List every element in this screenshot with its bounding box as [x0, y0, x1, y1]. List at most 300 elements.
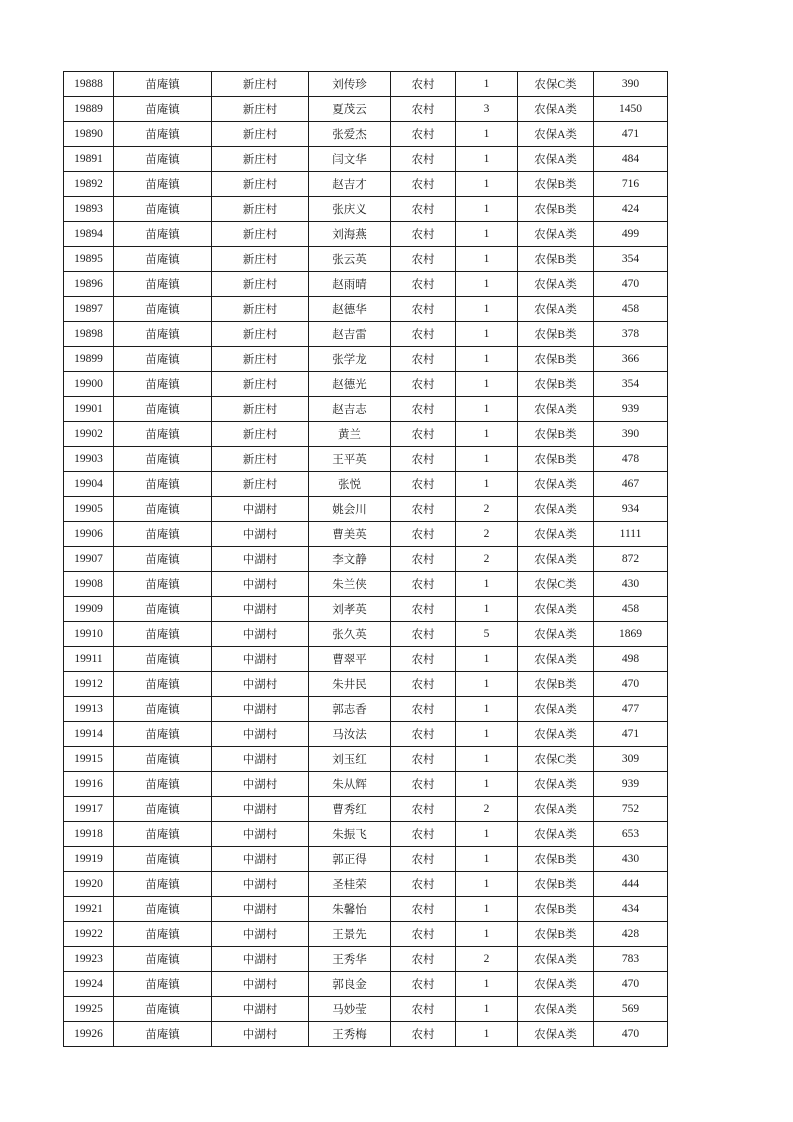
insurance-type-cell: 农保A类	[518, 772, 594, 797]
town-cell: 苗庵镇	[114, 497, 212, 522]
table-row	[64, 247, 668, 272]
amount-cell: 390	[594, 422, 668, 447]
person-count-cell: 2	[456, 547, 518, 572]
record-id-cell: 19907	[64, 547, 114, 572]
amount-cell: 470	[594, 1022, 668, 1047]
record-id-cell: 19903	[64, 447, 114, 472]
insurance-type-cell: 农保B类	[518, 872, 594, 897]
village-cell: 中湖村	[212, 672, 309, 697]
town-cell: 苗庵镇	[114, 147, 212, 172]
village-cell: 中湖村	[212, 997, 309, 1022]
residence-type-cell: 农村	[391, 747, 456, 772]
name-cell: 赵吉志	[309, 397, 391, 422]
village-cell: 中湖村	[212, 722, 309, 747]
insurance-type-cell: 农保B类	[518, 322, 594, 347]
record-id-cell: 19918	[64, 822, 114, 847]
person-count-cell: 1	[456, 697, 518, 722]
insurance-type-cell: 农保A类	[518, 947, 594, 972]
table-row	[64, 297, 668, 322]
amount-cell: 470	[594, 672, 668, 697]
record-id-cell: 19893	[64, 197, 114, 222]
record-id-cell: 19890	[64, 122, 114, 147]
residence-type-cell: 农村	[391, 422, 456, 447]
amount-cell: 716	[594, 172, 668, 197]
name-cell: 刘孝英	[309, 597, 391, 622]
table-row	[64, 397, 668, 422]
table-row	[64, 447, 668, 472]
town-cell: 苗庵镇	[114, 597, 212, 622]
record-id-cell: 19913	[64, 697, 114, 722]
town-cell: 苗庵镇	[114, 897, 212, 922]
person-count-cell: 1	[456, 397, 518, 422]
name-cell: 朱井民	[309, 672, 391, 697]
name-cell: 夏茂云	[309, 97, 391, 122]
name-cell: 赵雨晴	[309, 272, 391, 297]
village-cell: 中湖村	[212, 647, 309, 672]
table-row	[64, 547, 668, 572]
village-cell: 新庄村	[212, 172, 309, 197]
person-count-cell: 1	[456, 722, 518, 747]
amount-cell: 653	[594, 822, 668, 847]
person-count-cell: 1	[456, 322, 518, 347]
residence-type-cell: 农村	[391, 947, 456, 972]
town-cell: 苗庵镇	[114, 347, 212, 372]
residence-type-cell: 农村	[391, 447, 456, 472]
name-cell: 曹美英	[309, 522, 391, 547]
village-cell: 中湖村	[212, 697, 309, 722]
amount-cell: 1450	[594, 97, 668, 122]
name-cell: 李文静	[309, 547, 391, 572]
name-cell: 朱馨怡	[309, 897, 391, 922]
name-cell: 王平英	[309, 447, 391, 472]
name-cell: 赵德华	[309, 297, 391, 322]
insurance-type-cell: 农保A类	[518, 397, 594, 422]
table-row	[64, 772, 668, 797]
insurance-type-cell: 农保C类	[518, 572, 594, 597]
person-count-cell: 2	[456, 522, 518, 547]
town-cell: 苗庵镇	[114, 322, 212, 347]
table-row	[64, 497, 668, 522]
town-cell: 苗庵镇	[114, 122, 212, 147]
village-cell: 中湖村	[212, 572, 309, 597]
name-cell: 王秀华	[309, 947, 391, 972]
residence-type-cell: 农村	[391, 822, 456, 847]
residence-type-cell: 农村	[391, 197, 456, 222]
person-count-cell: 1	[456, 297, 518, 322]
amount-cell: 934	[594, 497, 668, 522]
village-cell: 新庄村	[212, 397, 309, 422]
amount-cell: 471	[594, 122, 668, 147]
insurance-type-cell: 农保B类	[518, 197, 594, 222]
person-count-cell: 3	[456, 97, 518, 122]
residence-type-cell: 农村	[391, 397, 456, 422]
amount-cell: 498	[594, 647, 668, 672]
amount-cell: 471	[594, 722, 668, 747]
table-row	[64, 347, 668, 372]
record-id-cell: 19888	[64, 72, 114, 97]
record-id-cell: 19923	[64, 947, 114, 972]
town-cell: 苗庵镇	[114, 822, 212, 847]
person-count-cell: 1	[456, 1022, 518, 1047]
amount-cell: 458	[594, 297, 668, 322]
name-cell: 王秀梅	[309, 1022, 391, 1047]
person-count-cell: 1	[456, 847, 518, 872]
town-cell: 苗庵镇	[114, 572, 212, 597]
amount-cell: 939	[594, 397, 668, 422]
insurance-type-cell: 农保A类	[518, 972, 594, 997]
village-cell: 新庄村	[212, 72, 309, 97]
record-id-cell: 19910	[64, 622, 114, 647]
insurance-type-cell: 农保A类	[518, 722, 594, 747]
table-row	[64, 622, 668, 647]
insurance-type-cell: 农保C类	[518, 747, 594, 772]
insurance-type-cell: 农保A类	[518, 472, 594, 497]
name-cell: 张久英	[309, 622, 391, 647]
residence-type-cell: 农村	[391, 897, 456, 922]
person-count-cell: 1	[456, 147, 518, 172]
village-cell: 中湖村	[212, 522, 309, 547]
table-row	[64, 947, 668, 972]
residence-type-cell: 农村	[391, 572, 456, 597]
village-cell: 新庄村	[212, 372, 309, 397]
name-cell: 朱兰侠	[309, 572, 391, 597]
town-cell: 苗庵镇	[114, 422, 212, 447]
town-cell: 苗庵镇	[114, 772, 212, 797]
residence-type-cell: 农村	[391, 647, 456, 672]
table-row	[64, 272, 668, 297]
record-id-cell: 19922	[64, 922, 114, 947]
residence-type-cell: 农村	[391, 97, 456, 122]
person-count-cell: 1	[456, 747, 518, 772]
town-cell: 苗庵镇	[114, 622, 212, 647]
insurance-type-cell: 农保A类	[518, 622, 594, 647]
village-cell: 中湖村	[212, 497, 309, 522]
town-cell: 苗庵镇	[114, 72, 212, 97]
table-row	[64, 472, 668, 497]
amount-cell: 470	[594, 972, 668, 997]
town-cell: 苗庵镇	[114, 647, 212, 672]
town-cell: 苗庵镇	[114, 197, 212, 222]
amount-cell: 872	[594, 547, 668, 572]
town-cell: 苗庵镇	[114, 947, 212, 972]
person-count-cell: 2	[456, 797, 518, 822]
record-id-cell: 19894	[64, 222, 114, 247]
amount-cell: 484	[594, 147, 668, 172]
residence-type-cell: 农村	[391, 697, 456, 722]
amount-cell: 1869	[594, 622, 668, 647]
table-row	[64, 372, 668, 397]
record-id-cell: 19891	[64, 147, 114, 172]
table-row	[64, 72, 668, 97]
village-cell: 新庄村	[212, 297, 309, 322]
name-cell: 赵德光	[309, 372, 391, 397]
insurance-type-cell: 农保B类	[518, 347, 594, 372]
amount-cell: 430	[594, 847, 668, 872]
name-cell: 郭良金	[309, 972, 391, 997]
table-row	[64, 722, 668, 747]
insurance-type-cell: 农保B类	[518, 172, 594, 197]
residence-type-cell: 农村	[391, 272, 456, 297]
table-row	[64, 747, 668, 772]
person-count-cell: 2	[456, 497, 518, 522]
town-cell: 苗庵镇	[114, 997, 212, 1022]
town-cell: 苗庵镇	[114, 222, 212, 247]
village-cell: 新庄村	[212, 322, 309, 347]
village-cell: 新庄村	[212, 122, 309, 147]
residence-type-cell: 农村	[391, 872, 456, 897]
town-cell: 苗庵镇	[114, 697, 212, 722]
name-cell: 朱从辉	[309, 772, 391, 797]
record-id-cell: 19889	[64, 97, 114, 122]
residence-type-cell: 农村	[391, 672, 456, 697]
insurance-type-cell: 农保A类	[518, 122, 594, 147]
insurance-type-cell: 农保A类	[518, 547, 594, 572]
residence-type-cell: 农村	[391, 772, 456, 797]
residence-type-cell: 农村	[391, 797, 456, 822]
name-cell: 圣桂荣	[309, 872, 391, 897]
table-row	[64, 197, 668, 222]
person-count-cell: 1	[456, 272, 518, 297]
person-count-cell: 1	[456, 972, 518, 997]
table-row	[64, 122, 668, 147]
residence-type-cell: 农村	[391, 847, 456, 872]
record-id-cell: 19921	[64, 897, 114, 922]
record-id-cell: 19916	[64, 772, 114, 797]
name-cell: 黄兰	[309, 422, 391, 447]
person-count-cell: 1	[456, 597, 518, 622]
town-cell: 苗庵镇	[114, 922, 212, 947]
table-row	[64, 847, 668, 872]
table-row	[64, 422, 668, 447]
amount-cell: 470	[594, 272, 668, 297]
record-id-cell: 19924	[64, 972, 114, 997]
residence-type-cell: 农村	[391, 247, 456, 272]
record-id-cell: 19892	[64, 172, 114, 197]
village-cell: 新庄村	[212, 147, 309, 172]
insurance-type-cell: 农保A类	[518, 222, 594, 247]
record-id-cell: 19908	[64, 572, 114, 597]
name-cell: 马汝法	[309, 722, 391, 747]
record-id-cell: 19901	[64, 397, 114, 422]
village-cell: 中湖村	[212, 947, 309, 972]
table-row	[64, 1022, 668, 1047]
insurance-type-cell: 农保A类	[518, 797, 594, 822]
name-cell: 朱振飞	[309, 822, 391, 847]
residence-type-cell: 农村	[391, 297, 456, 322]
village-cell: 中湖村	[212, 872, 309, 897]
name-cell: 郭志香	[309, 697, 391, 722]
person-count-cell: 2	[456, 947, 518, 972]
insurance-type-cell: 农保A类	[518, 497, 594, 522]
amount-cell: 428	[594, 922, 668, 947]
person-count-cell: 1	[456, 672, 518, 697]
record-id-cell: 19898	[64, 322, 114, 347]
name-cell: 曹翠平	[309, 647, 391, 672]
town-cell: 苗庵镇	[114, 297, 212, 322]
record-id-cell: 19906	[64, 522, 114, 547]
name-cell: 张学龙	[309, 347, 391, 372]
record-id-cell: 19917	[64, 797, 114, 822]
record-id-cell: 19896	[64, 272, 114, 297]
town-cell: 苗庵镇	[114, 447, 212, 472]
name-cell: 姚会川	[309, 497, 391, 522]
village-cell: 中湖村	[212, 1022, 309, 1047]
amount-cell: 783	[594, 947, 668, 972]
record-id-cell: 19926	[64, 1022, 114, 1047]
residence-type-cell: 农村	[391, 1022, 456, 1047]
person-count-cell: 1	[456, 472, 518, 497]
table-body	[64, 72, 668, 1047]
name-cell: 张爱杰	[309, 122, 391, 147]
insurance-type-cell: 农保A类	[518, 522, 594, 547]
town-cell: 苗庵镇	[114, 672, 212, 697]
insurance-type-cell: 农保A类	[518, 822, 594, 847]
village-cell: 中湖村	[212, 597, 309, 622]
person-count-cell: 1	[456, 197, 518, 222]
table-row	[64, 647, 668, 672]
person-count-cell: 1	[456, 822, 518, 847]
insurance-type-cell: 农保B类	[518, 672, 594, 697]
insurance-type-cell: 农保A类	[518, 697, 594, 722]
residence-type-cell: 农村	[391, 547, 456, 572]
town-cell: 苗庵镇	[114, 172, 212, 197]
residence-type-cell: 农村	[391, 972, 456, 997]
village-cell: 中湖村	[212, 772, 309, 797]
record-id-cell: 19897	[64, 297, 114, 322]
insurance-type-cell: 农保A类	[518, 997, 594, 1022]
amount-cell: 477	[594, 697, 668, 722]
town-cell: 苗庵镇	[114, 272, 212, 297]
residence-type-cell: 农村	[391, 622, 456, 647]
town-cell: 苗庵镇	[114, 97, 212, 122]
village-cell: 中湖村	[212, 797, 309, 822]
residence-type-cell: 农村	[391, 147, 456, 172]
record-id-cell: 19905	[64, 497, 114, 522]
insurance-type-cell: 农保A类	[518, 1022, 594, 1047]
amount-cell: 378	[594, 322, 668, 347]
residence-type-cell: 农村	[391, 72, 456, 97]
record-id-cell: 19925	[64, 997, 114, 1022]
name-cell: 马妙莹	[309, 997, 391, 1022]
village-cell: 中湖村	[212, 897, 309, 922]
village-cell: 新庄村	[212, 422, 309, 447]
town-cell: 苗庵镇	[114, 797, 212, 822]
town-cell: 苗庵镇	[114, 547, 212, 572]
insurance-type-cell: 农保B类	[518, 372, 594, 397]
table-row	[64, 797, 668, 822]
person-count-cell: 1	[456, 122, 518, 147]
village-cell: 新庄村	[212, 97, 309, 122]
town-cell: 苗庵镇	[114, 397, 212, 422]
person-count-cell: 1	[456, 772, 518, 797]
insurance-type-cell: 农保B类	[518, 922, 594, 947]
record-id-cell: 19911	[64, 647, 114, 672]
amount-cell: 430	[594, 572, 668, 597]
village-cell: 新庄村	[212, 197, 309, 222]
village-cell: 中湖村	[212, 922, 309, 947]
insurance-type-cell: 农保C类	[518, 72, 594, 97]
town-cell: 苗庵镇	[114, 522, 212, 547]
town-cell: 苗庵镇	[114, 872, 212, 897]
person-count-cell: 1	[456, 422, 518, 447]
record-id-cell: 19899	[64, 347, 114, 372]
town-cell: 苗庵镇	[114, 747, 212, 772]
person-count-cell: 1	[456, 447, 518, 472]
table-row	[64, 147, 668, 172]
record-id-cell: 19909	[64, 597, 114, 622]
residence-type-cell: 农村	[391, 597, 456, 622]
village-cell: 新庄村	[212, 472, 309, 497]
insurance-type-cell: 农保A类	[518, 97, 594, 122]
record-id-cell: 19912	[64, 672, 114, 697]
table-row	[64, 522, 668, 547]
insurance-roster-table	[63, 71, 668, 1047]
name-cell: 刘传珍	[309, 72, 391, 97]
name-cell: 张悦	[309, 472, 391, 497]
amount-cell: 478	[594, 447, 668, 472]
name-cell: 张庆义	[309, 197, 391, 222]
name-cell: 郭正得	[309, 847, 391, 872]
insurance-type-cell: 农保B类	[518, 447, 594, 472]
village-cell: 中湖村	[212, 972, 309, 997]
record-id-cell: 19902	[64, 422, 114, 447]
insurance-type-cell: 农保B类	[518, 247, 594, 272]
amount-cell: 444	[594, 872, 668, 897]
amount-cell: 939	[594, 772, 668, 797]
amount-cell: 467	[594, 472, 668, 497]
amount-cell: 354	[594, 372, 668, 397]
record-id-cell: 19914	[64, 722, 114, 747]
table-row	[64, 697, 668, 722]
amount-cell: 390	[594, 72, 668, 97]
name-cell: 赵吉雷	[309, 322, 391, 347]
record-id-cell: 19915	[64, 747, 114, 772]
town-cell: 苗庵镇	[114, 247, 212, 272]
table-row	[64, 872, 668, 897]
village-cell: 中湖村	[212, 747, 309, 772]
table-row	[64, 922, 668, 947]
insurance-type-cell: 农保A类	[518, 297, 594, 322]
name-cell: 闫文华	[309, 147, 391, 172]
amount-cell: 458	[594, 597, 668, 622]
name-cell: 张云英	[309, 247, 391, 272]
residence-type-cell: 农村	[391, 372, 456, 397]
residence-type-cell: 农村	[391, 322, 456, 347]
village-cell: 新庄村	[212, 247, 309, 272]
record-id-cell: 19919	[64, 847, 114, 872]
person-count-cell: 1	[456, 72, 518, 97]
insurance-type-cell: 农保B类	[518, 847, 594, 872]
table-row	[64, 897, 668, 922]
person-count-cell: 1	[456, 897, 518, 922]
town-cell: 苗庵镇	[114, 722, 212, 747]
name-cell: 赵吉才	[309, 172, 391, 197]
name-cell: 刘海燕	[309, 222, 391, 247]
table-row	[64, 822, 668, 847]
table-row	[64, 172, 668, 197]
town-cell: 苗庵镇	[114, 972, 212, 997]
village-cell: 新庄村	[212, 347, 309, 372]
amount-cell: 434	[594, 897, 668, 922]
town-cell: 苗庵镇	[114, 1022, 212, 1047]
amount-cell: 1111	[594, 522, 668, 547]
insurance-type-cell: 农保A类	[518, 147, 594, 172]
person-count-cell: 1	[456, 922, 518, 947]
name-cell: 刘玉红	[309, 747, 391, 772]
town-cell: 苗庵镇	[114, 372, 212, 397]
village-cell: 中湖村	[212, 622, 309, 647]
insurance-type-cell: 农保B类	[518, 422, 594, 447]
